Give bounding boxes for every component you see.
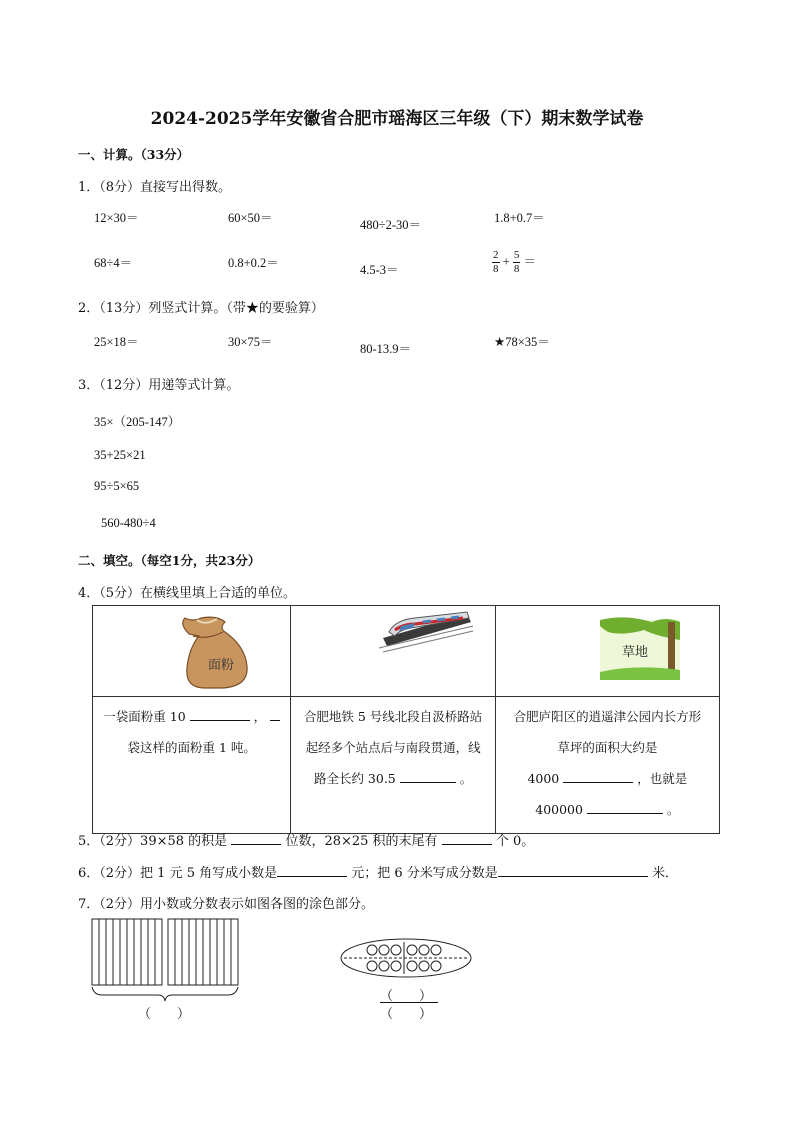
metro-text: 起经多个站点后与南段贯通，线 [305, 740, 481, 755]
flour-label: 面粉 [208, 658, 235, 673]
lawn-text-cell [495, 697, 719, 834]
q2-item: 80-13.9＝ [360, 342, 412, 356]
answer-blank[interactable] [231, 830, 281, 845]
q1-fraction-item [492, 249, 536, 276]
q6-text: 米． [651, 866, 678, 881]
denominator: 8 [493, 263, 499, 275]
q5-text: 位数，28×25 积的末尾有 [285, 834, 438, 849]
q5 [78, 830, 534, 849]
q6 [78, 862, 678, 881]
answer-blank[interactable] [563, 768, 633, 783]
comma: ， [253, 709, 267, 724]
answer-blank[interactable] [498, 862, 648, 877]
metro-text: 路全长约 30.5 [313, 771, 396, 786]
q3-item: 35+25×21 [94, 448, 146, 462]
lawn-text: 4000 [527, 771, 560, 786]
q5-text: 个 0。 [495, 834, 535, 849]
metro-text-cell [291, 697, 495, 834]
page-title: 2024-2025学年安徽省合肥市瑶海区三年级（下）期末数学试卷 [150, 109, 644, 129]
period: 。 [666, 802, 680, 817]
answer-blank[interactable] [400, 768, 456, 783]
answer-blank[interactable] [270, 706, 280, 721]
q1-item: 60×50＝ [228, 211, 273, 225]
fraction [513, 249, 521, 276]
q2-item: 30×75＝ [228, 335, 273, 349]
q1-item: 68÷4＝ [94, 256, 133, 270]
answer-blank[interactable] [587, 799, 663, 814]
metro-text: 合肥地铁 5 号线北段自汲桥路站 [303, 709, 483, 724]
answer-denominator-parentheses[interactable]: （ ） [380, 1007, 433, 1022]
flour-text-cell [93, 697, 291, 834]
section-heading-calculation: 一、计算。（33分） [78, 147, 190, 162]
equals-sign: ＝ [523, 254, 536, 269]
flour-text: 袋这样的面粉重 1 吨。 [127, 740, 256, 755]
lawn-text: 草坪的面积大约是 [557, 740, 658, 755]
q3-stem: 3．（12分）用递等式计算。 [78, 378, 240, 393]
section-heading-fill-in: 二、填空。（每空1分，共23分） [78, 553, 261, 568]
q5-text: 5．（2分）39×58 的积是 [78, 834, 228, 849]
answer-blank[interactable] [442, 830, 492, 845]
grass-label: 草地 [621, 645, 648, 660]
answer-blank[interactable] [277, 862, 347, 877]
lawn-text: 合肥庐阳区的逍遥津公园内长方形 [513, 709, 702, 724]
lawn-text: 400000 [535, 802, 583, 817]
period: 。 [459, 771, 473, 786]
q1-item: 480÷2-30＝ [360, 218, 422, 232]
plus-sign: + [502, 254, 510, 269]
q1-stem: 1．（8分）直接写出得数。 [78, 180, 232, 195]
train-icon [291, 606, 495, 694]
q7-stem: 7．（2分）用小数或分数表示如图各图的涂色部分。 [78, 897, 375, 912]
numerator: 2 [493, 249, 499, 261]
q2-stem: 2．（13分）列竖式计算。（带★的要验算） [78, 301, 324, 316]
numerator: 5 [513, 249, 520, 261]
grass-icon [496, 606, 720, 694]
units-table [92, 605, 720, 834]
q1-item: 1.8+0.7＝ [494, 211, 545, 225]
q1-item: 12×30＝ [94, 211, 139, 225]
denominator: 8 [513, 263, 520, 275]
flour-text: 一袋面粉重 10 [103, 709, 186, 724]
fraction [492, 249, 500, 276]
flour-sack-icon [93, 606, 291, 694]
answer-blank[interactable] [190, 706, 250, 721]
flour-cell [93, 606, 291, 697]
q3-item: 95÷5×65 [94, 479, 140, 493]
q2-item: ★78×35＝ [494, 335, 550, 349]
q4-stem: 4．（5分）在横线里填上合适的单位。 [78, 586, 297, 601]
answer-parentheses[interactable]: （ ） [138, 1007, 191, 1022]
q1-item: 4.5-3＝ [360, 263, 399, 277]
q2-item: 25×18＝ [94, 335, 139, 349]
q1-item: 0.8+0.2＝ [228, 256, 279, 270]
circles-ellipse-figure [338, 936, 474, 982]
q6-text: 6．（2分）把 1 元 5 角写成小数是 [78, 866, 278, 881]
q3-item: 560-480÷4 [101, 516, 156, 530]
train-cell [291, 606, 495, 697]
answer-numerator-parentheses[interactable]: （ ） [380, 989, 433, 1004]
q3-item: 35×（205-147） [94, 415, 181, 429]
lawn-text: ，也就是 [637, 771, 688, 786]
q6-text: 元；把 6 分米写成分数是 [351, 866, 498, 881]
grass-cell [495, 606, 719, 697]
